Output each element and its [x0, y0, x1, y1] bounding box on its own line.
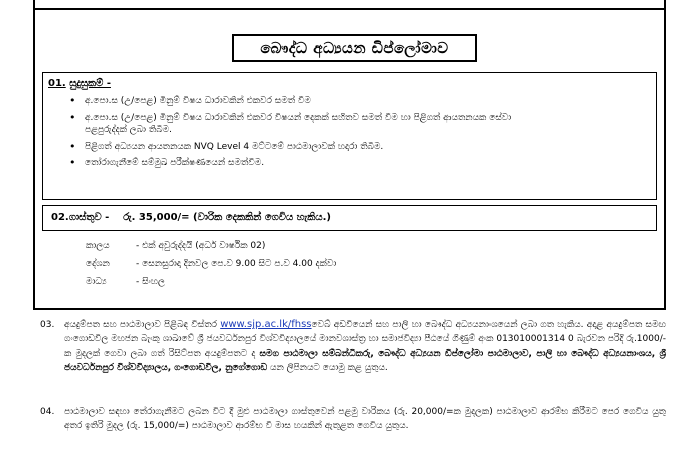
detail-key: කාලය — [86, 241, 110, 251]
detail-row — [86, 237, 336, 255]
detail-row — [86, 255, 336, 273]
detail-value: - එක් අවුරුද්දයි (අර්ධ වාර්ෂික 02) — [136, 241, 266, 251]
qualifications-box — [42, 72, 657, 200]
paragraph-text: පාඨමාලාව සඳහා තේරාගැනීමට ලබන විට දී මුළු පාඨමාලා ගාස්තුවෙන් පළමු වාරිකය (රු. 20,000/=ක මුදලක) පාඨමාලාව ආරම්භ කිරීමට පෙර ගෙවිය යුතු අතර ඉතිරි මුදල (රු. 15,000/=) පාඨමාලාව ආරම්භ වී මාස හයකින් ඇතුළත ගෙවිය යුතුය. — [64, 407, 666, 432]
detail-value: - සිංහල — [136, 277, 165, 287]
list-item: • තෝරාගැනීමේ සම්මුඛ පරීක්ෂණයෙන් සමත්වීම. — [69, 157, 515, 170]
paragraph-body: වෙබ් අඩවියෙන් සහ පාලි හා බෞද්ධ අධ්‍යයනාංශයෙන් ලබා ගත හැකිය. අදාළ අයදුම්පත සමඟ ගංගොඩවිල මහජන බැංකු ශාඛාවේ ශ්‍රී ජයවර්ධනපුර විශ්වවිද්‍යාලයේ මානවශාස්ත්‍ර හා සමාජවිද්‍යා පීඨයේ ගිණුම් අංක 013010001314 0 බැරවන පරිදි රු.1000/- ක මුදලක් ගෙවා ලබා ගත් රිසිට්පත අයදුම්පතට ද — [64, 320, 666, 359]
application-paragraph — [40, 318, 666, 375]
paragraph-number: 03. — [40, 320, 55, 330]
paragraph-text — [64, 318, 666, 375]
paragraph-number: 04. — [40, 407, 55, 417]
frame-top-edge — [33, 0, 666, 8]
course-details — [86, 237, 336, 291]
page-title — [232, 34, 477, 62]
qualifications-list — [69, 95, 515, 174]
fee-amount: රු. 35,000/= — [123, 212, 190, 223]
detail-key: දේශන — [86, 259, 110, 269]
address-text: සමග පාඨමාලා සම්බන්ධීකරු, බෞද්ධ අධ්‍යයන ඩිප්ලෝමා පාඨමාලාව, පාලි හා බෞද්ධ අධ්‍යයනාංශය, ශ්‍රී ජයවර්ධනපුර විශ්වවිද්‍යාලය, ගංගොඩවිල, නුගේගොඩ — [64, 348, 666, 373]
list-item: • අ.පො.ස (උ/පෙළ) මිනුම් විෂය ධාරාවකින් එකවර විෂයන් දෙකක් සහිතව සමත් වීම හා පිළිගත් ආයතනයක සේවා පළපුරුද්දක් ලබා තිබීම. — [69, 112, 515, 137]
fee-note: (වාරික දෙකකින් ගෙවිය හැකිය.) — [193, 212, 331, 223]
section-heading: සුදුසුකම් - — [69, 78, 111, 89]
fee-label: 02.ගාස්තුව - — [51, 212, 110, 223]
fee-box — [42, 205, 657, 231]
detail-row — [86, 273, 336, 291]
paragraph-intro: අයදුම්පත සහ පාඨමාලාව පිළිබඳ විස්තර — [64, 320, 217, 330]
payment-paragraph — [40, 405, 666, 434]
detail-key: මාධ්‍ය — [86, 277, 107, 287]
list-item: • පිළිගත් අධ්‍යයන ආයතනයක NVQ Level 4 මට්ටමේ පාඨමාලාවක් හදාරා තිබීම. — [69, 141, 515, 154]
page-title-text: බෞද්ධ අධ්‍යයන ඩිප්ලෝමාව — [260, 39, 449, 57]
qualifications-heading — [48, 78, 111, 89]
fee-line — [51, 212, 331, 223]
detail-value: - සෙනසුරාදා දිනවල පෙ.ව 9.00 සිට ප.ව 4.00 දක්වා — [136, 259, 337, 269]
section-number: 01. — [48, 78, 66, 89]
website-link[interactable]: www.sjp.ac.lk/fhss — [220, 319, 312, 330]
list-item: • අ.පො.ස (උ/පෙළ) මිනුම් විෂය ධාරාවකින් එකවර සමත් වීම — [69, 95, 515, 108]
paragraph-end: යන ලිපිනයට යොමු කළ යුතුය. — [270, 362, 388, 373]
